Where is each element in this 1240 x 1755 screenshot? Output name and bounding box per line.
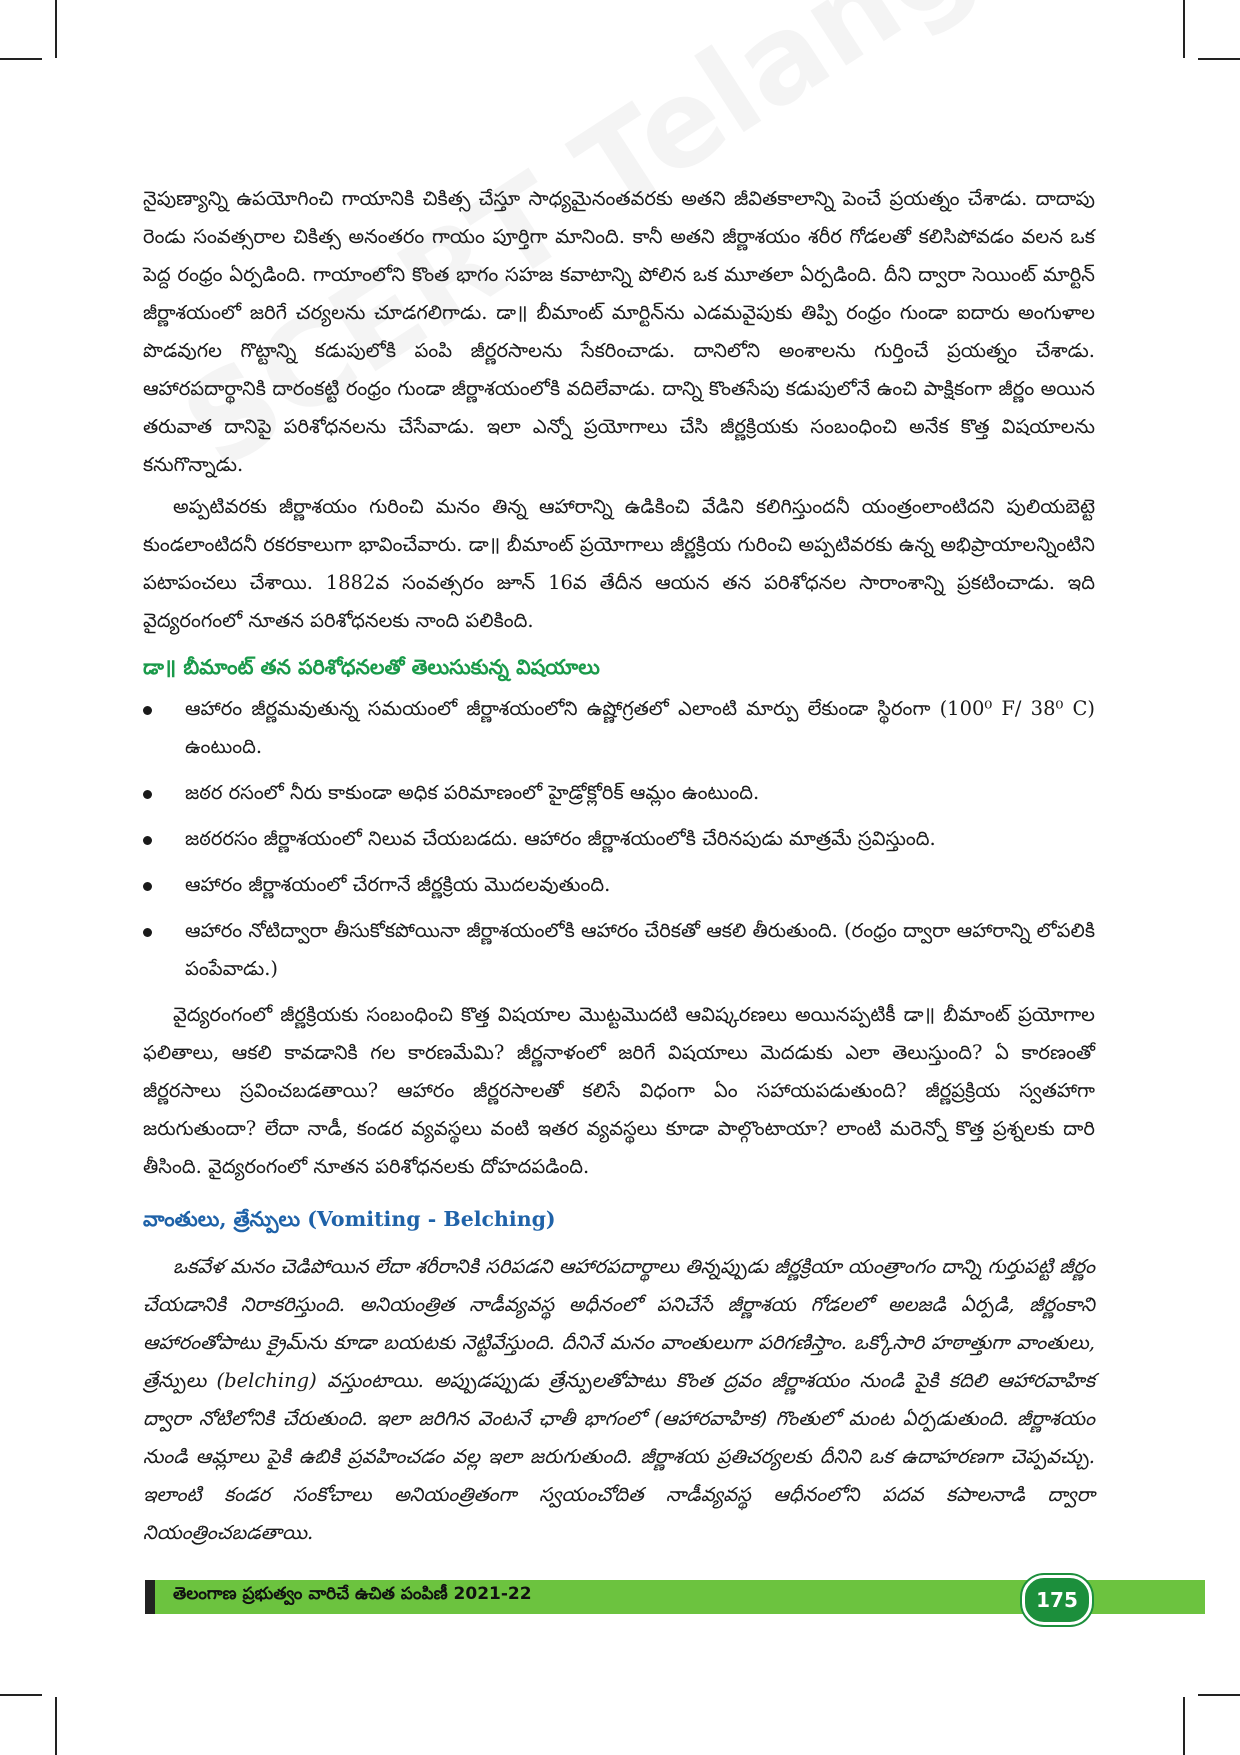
list-item	[143, 866, 1095, 904]
paragraph-1: నైపుణ్యాన్ని ఉపయోగించి గాయానికి చికిత్స చేస్తూ సాధ్యమైనంతవరకు అతని జీవితకాలాన్ని పెంచే ప్రయత్నం చేశాడు. దాదాపు రెండు సంవత్సరాల చికిత్స అనంతరం గాయం పూర్తిగా మానింది. కానీ అతని జీర్ణాశయం శరీర గోడలతో కలిసిపోవడం వలన ఒక పెద్ద రంధ్రం ఏర్పడింది. గాయాంలోని కొంత భాగం సహజ కవాటాన్ని పోలిన ఒక మూతలా ఏర్పడింది. దీని ద్వారా సెయింట్ మార్టిన్ జీర్ణాశయంలో జరిగే చర్యలను చూడగలిగాడు. డా॥ బీమాంట్ మార్టిన్‌ను ఎడమవైపుకు తిప్పి రంధ్రం గుండా ఐదారు అంగుళాల పొడవుగల గొట్టాన్ని కడుపులోకి పంపి జీర్ణరసాలను సేకరించాడు. దానిలోని అంశాలను గుర్తించే ప్రయత్నం చేశాడు. ఆహారపదార్థానికి దారంకట్టి రంధ్రం గుండా జీర్ణాశయంలోకి వదిలేవాడు. దాన్ని కొంతసేపు కడుపులోనే ఉంచి పాక్షికంగా జీర్ణం అయిన తరువాత దానిపై పరిశోధనలను చేసేవాడు. ఇలా ఎన్నో ప్రయోగాలు చేసి జీర్ణక్రియకు సంబంధించి అనేక కొత్త విషయాలను కనుగొన్నాడు.	[143, 187, 1095, 476]
crop-mark-bottom-left-h	[0, 1694, 42, 1696]
section-heading-findings: డా॥ బీమాంట్ తన పరిశోధనలతో తెలుసుకున్న విషయాలు	[143, 655, 600, 679]
list-item-text: ఆహారం జీర్ణాశయంలో చేరగానే జీర్ణక్రియ మొదలవుతుంది.	[185, 873, 611, 896]
crop-mark-bottom-left-v	[55, 1697, 57, 1755]
paragraph-4: ఒకవేళ మనం చెడిపోయిన లేదా శరీరానికి సరిపడని ఆహారపదార్థాలు తిన్నప్పుడు జీర్ణక్రియా యంత్రాంగం దాన్ని గుర్తుపట్టి జీర్ణం చేయడానికి నిరాకరిస్తుంది. అనియంత్రిత నాడీవ్యవస్థ అధీనంలో పనిచేసే జీర్ణాశయ గోడలలో అలజడి ఏర్పడి, జీర్ణంకాని ఆహారంతోపాటు క్రైమ్‌ను కూడా బయటకు నెట్టివేస్తుంది. దీనినే మనం వాంతులుగా పరిగణిస్తాం. ఒక్కోసారి హఠాత్తుగా వాంతులు, త్రేన్పులు (belching) వస్తుంటాయి. అప్పుడప్పుడు త్రేన్పులతోపాటు కొంత ద్రవం జీర్ణాశయం నుండి పైకి కదిలి ఆహారవాహిక ద్వారా నోటిలోనికి చేరుతుంది. ఇలా జరిగిన వెంటనే ఛాతీ భాగంలో (ఆహారవాహిక) గొంతులో మంట ఏర్పడుతుంది. జీర్ణాశయం నుండి ఆమ్లాలు పైకి ఉబికి ప్రవహించడం వల్ల ఇలా జరుగుతుంది. జీర్ణాశయ ప్రతిచర్యలకు దీనిని ఒక ఉదాహరణగా చెప్పవచ్చు. ఇలాంటి కండర సంకోచాలు అనియంత్రితంగా స్వయంచోదిత నాడీవ్యవస్థ ఆధీనంలోని పదవ కపాలనాడి ద్వారా నియంత్రించబడతాయి.	[143, 1255, 1095, 1544]
bullet-icon	[143, 790, 152, 799]
crop-mark-top-right-v	[1183, 0, 1185, 58]
crop-mark-top-left-v	[55, 0, 57, 58]
bullet-icon	[143, 706, 152, 715]
list-item	[143, 690, 1095, 766]
crop-mark-bottom-right-v	[1183, 1697, 1185, 1755]
paragraph-3: వైద్యరంగంలో జీర్ణక్రియకు సంబంధించి కొత్త విషయాల మొట్టమొదటి ఆవిష్కరణలు అయినప్పటికీ డా॥ బీమాంట్ ప్రయోగాల ఫలితాలు, ఆకలి కావడానికి గల కారణమేమి? జీర్ణనాళంలో జరిగే విషయాలు మెదడుకు ఎలా తెలుస్తుంది? ఏ కారణంతో జీర్ణరసాలు స్రవించబడతాయి? ఆహారం జీర్ణరసాలతో కలిసే విధంగా ఏం సహాయపడుతుంది? జీర్ణప్రక్రియ స్వతహాగా జరుగుతుందా? లేదా నాడీ, కండర వ్యవస్థలు వంటి ఇతర వ్యవస్థలు కూడా పాల్గొంటాయా? లాంటి మరెన్నో కొత్త ప్రశ్నలకు దారి తీసింది. వైద్యరంగంలో నూతన పరిశోధనలకు దోహదపడింది.	[143, 1003, 1095, 1178]
bullet-icon	[143, 928, 152, 937]
crop-mark-top-right-h	[1198, 58, 1240, 60]
list-item-text: ఆహారం జీర్ణమవుతున్న సమయంలో జీర్ణాశయంలోని ఉష్ణోగ్రతలో ఎలాంటి మార్పు లేకుండా స్థిరంగా (100⁰ F/ 38⁰ C) ఉంటుంది.	[185, 697, 1095, 758]
findings-list	[143, 690, 1095, 988]
bullet-icon	[143, 882, 152, 891]
list-item-text: జఠర రసంలో నీరు కాకుండా అధిక పరిమాణంలో హైడ్రోక్లోరిక్ ఆమ్లం ఉంటుంది.	[185, 781, 760, 804]
page-number: 175	[1022, 1575, 1092, 1625]
list-item	[143, 820, 1095, 858]
list-item	[143, 774, 1095, 812]
crop-mark-bottom-right-h	[1198, 1694, 1240, 1696]
crop-mark-top-left-h	[0, 58, 42, 60]
list-item	[143, 912, 1095, 988]
paragraph-2: అప్పటివరకు జీర్ణాశయం గురించి మనం తిన్న ఆహారాన్ని ఉడికించి వేడిని కలిగిస్తుందనీ యంత్రంలాంటిదని పులియబెట్టె కుండలాంటిదనీ రకరకాలుగా భావించేవారు. డా॥ బీమాంట్ ప్రయోగాలు జీర్ణక్రియ గురించి అప్పటివరకు ఉన్న అభిప్రాయాలన్నింటిని పటాపంచలు చేశాయి. 1882వ సంవత్సరం జూన్ 16వ తేదీన ఆయన తన పరిశోధనల సారాంశాన్ని ప్రకటించాడు. ఇది వైద్యరంగంలో నూతన పరిశోధనలకు నాంది పలికింది.	[143, 495, 1095, 632]
footer-text: తెలంగాణ ప్రభుత్వం వారిచే ఉచిత పంపిణీ 2021-22	[173, 1584, 532, 1604]
bullet-icon	[143, 836, 152, 845]
page-content	[143, 180, 1095, 1556]
list-item-text: ఆహారం నోటిద్వారా తీసుకోకపోయినా జీర్ణాశయంలోకి ఆహారం చేరికతో ఆకలి తీరుతుంది. (రంధ్రం ద్వారా ఆహారాన్ని లోపలికి పంపేవాడు.)	[185, 919, 1095, 980]
section-heading-vomiting: వాంతులు, త్రేన్పులు (Vomiting - Belching)	[143, 1207, 556, 1231]
list-item-text: జఠరరసం జీర్ణాశయంలో నిలువ చేయబడదు. ఆహారం జీర్ణాశయంలోకి చేరినపుడు మాత్రమే స్రవిస్తుంది.	[185, 827, 936, 850]
